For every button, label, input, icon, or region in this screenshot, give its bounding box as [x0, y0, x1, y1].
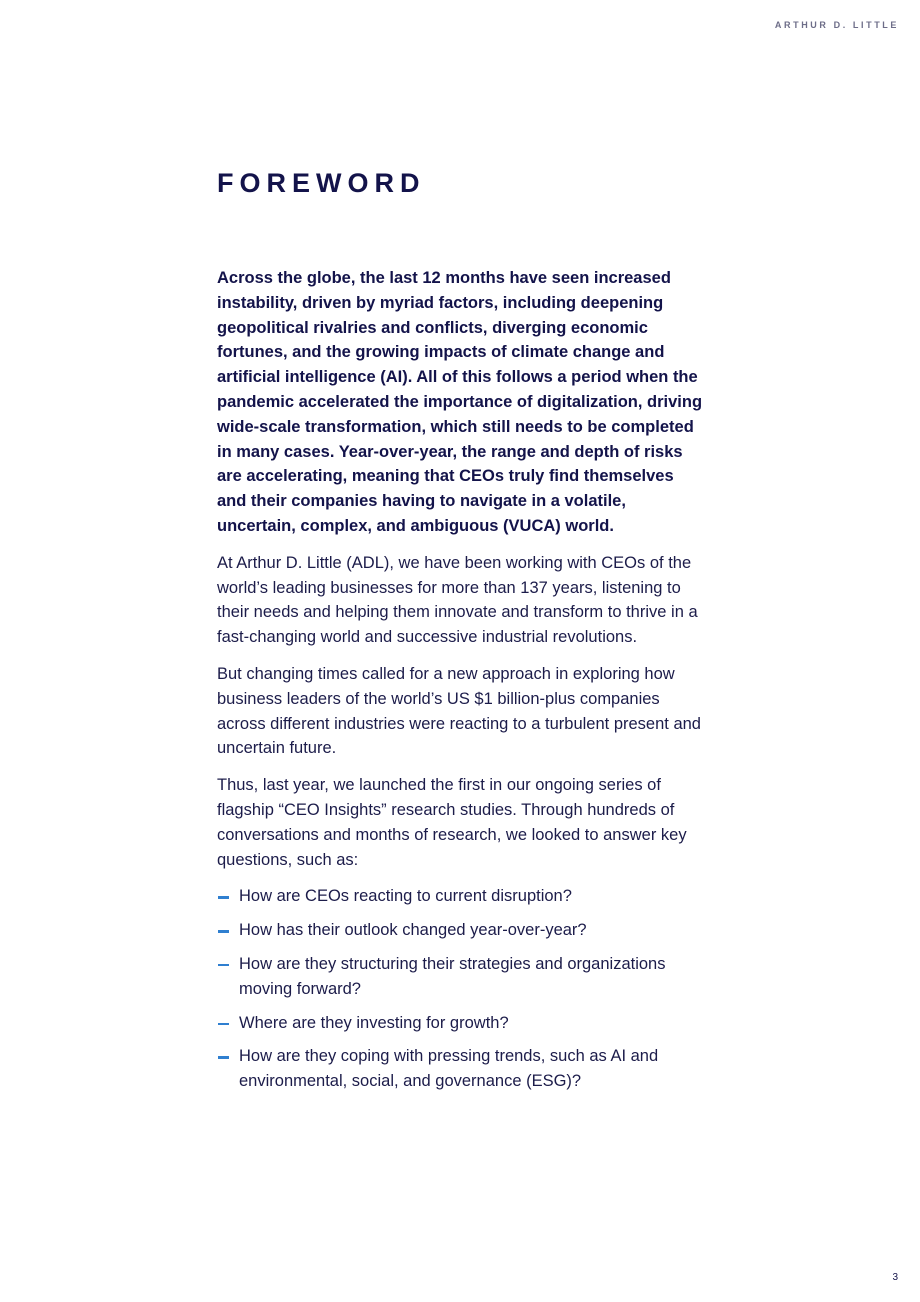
body-paragraph: Thus, last year, we launched the first in our ongoing series of flagship “CEO Insights” research studies. Through hundreds of conversations and months of research, we looked to answer key questions, such as:	[217, 776, 687, 869]
body-paragraph: At Arthur D. Little (ADL), we have been working with CEOs of the world’s leading businesses for more than 137 years, listening to their needs and helping them innovate and transform to thrive in a fast-changing world and successive industrial revolutions.	[217, 553, 698, 647]
list-item	[217, 1044, 707, 1094]
list-item-text: How has their outlook changed year-over-year?	[239, 921, 587, 940]
dash-bullet-icon	[218, 896, 229, 899]
list-item	[217, 952, 707, 1002]
list-item-text: How are they coping with pressing trends, such as AI and environmental, social, and governance (ESG)?	[239, 1047, 659, 1091]
dash-bullet-icon	[218, 1056, 229, 1059]
lead-paragraph: Across the globe, the last 12 months have seen increased instability, driven by myriad factors, including deepening geopolitical rivalries and conflicts, diverging economic fortunes, and the growing impacts of climate change and artificial intelligence (AI). All of this follows a period when the pandemic accelerated the importance of digitalization, driving wide-scale transformation, which still needs to be completed in many cases. Year-over-year, the range and depth of risks are accelerating, meaning that CEOs truly find themselves and their companies having to navigate in a volatile, uncertain, complex, and ambiguous (VUCA) world.	[217, 269, 703, 535]
list-item-text: How are CEOs reacting to current disruption?	[239, 887, 572, 906]
list-item-text: Where are they investing for growth?	[239, 1013, 509, 1032]
brand-header: ARTHUR D. LITTLE	[774, 20, 899, 30]
list-item	[217, 1011, 707, 1036]
list-item	[217, 884, 707, 909]
body-column	[217, 266, 707, 1103]
page-number: 3	[892, 1272, 898, 1283]
list-item-text: How are they structuring their strategies and organizations moving forward?	[239, 954, 666, 998]
dash-bullet-icon	[218, 964, 229, 967]
dash-bullet-icon	[218, 1023, 229, 1026]
page-title: FOREWORD	[217, 168, 426, 198]
body-paragraph: But changing times called for a new approach in exploring how business leaders of the world’s US $1 billion-plus companies across different industries were reacting to a turbulent present and uncertain future.	[217, 664, 701, 758]
list-item	[217, 918, 707, 943]
question-list	[217, 884, 707, 1094]
dash-bullet-icon	[218, 930, 229, 933]
